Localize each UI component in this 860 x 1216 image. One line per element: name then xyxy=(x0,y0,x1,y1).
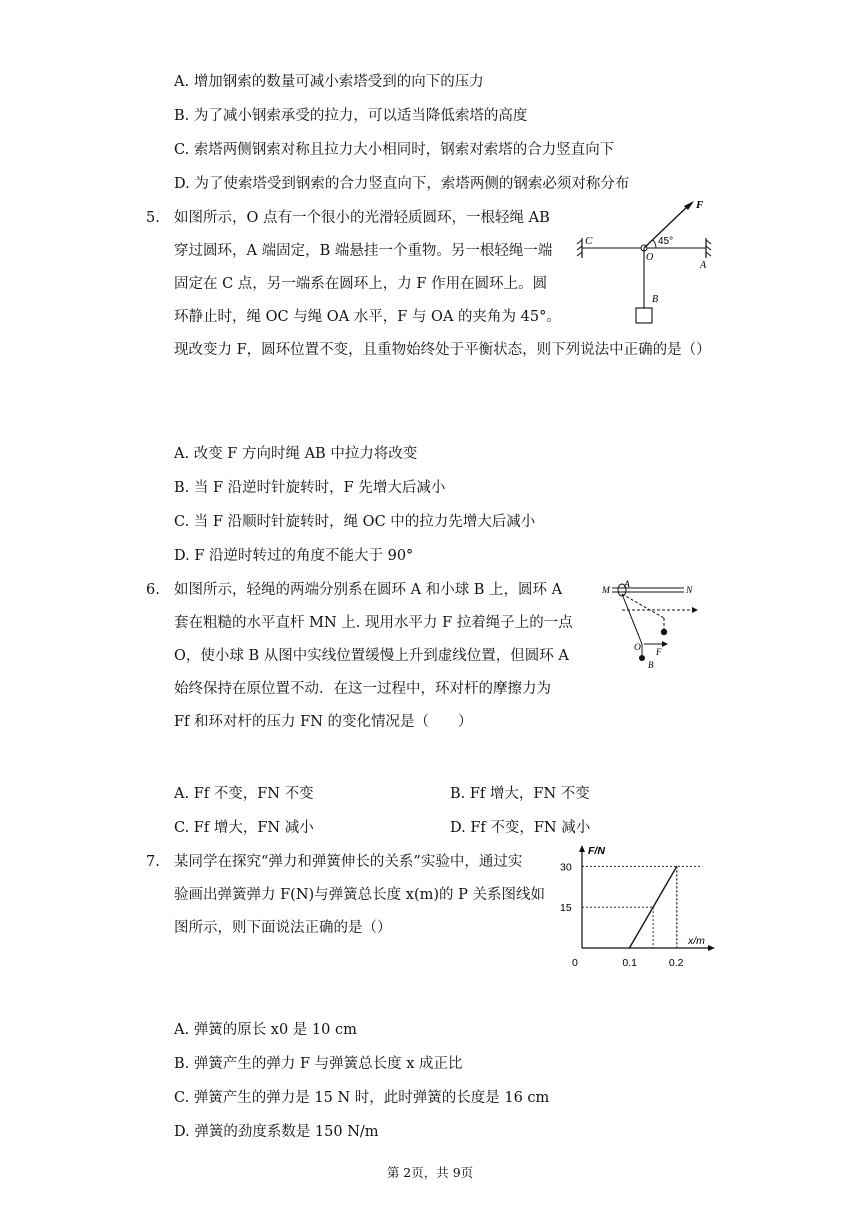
q7-chart-x-tick-0: 0 xyxy=(572,957,578,969)
q6-label-n: N xyxy=(686,586,693,596)
q7-chart-y-tick: 30 xyxy=(560,861,572,874)
q6-label-f: F xyxy=(656,647,662,657)
q7-chart-ylabel: F/N xyxy=(588,845,605,857)
q7-number: 7. xyxy=(146,854,160,870)
q6-number: 6. xyxy=(146,582,160,598)
q5-text-line: 如图所示，O 点有一个很小的光滑轻质圆环，一根轻绳 AB xyxy=(174,210,550,226)
q7-option-b: B. 弹簧产生的弹力 F 与弹簧总长度 x 成正比 xyxy=(174,1056,463,1072)
q7-chart-x-tick: 0.2 xyxy=(668,957,684,969)
q5-number: 5. xyxy=(146,210,160,226)
q7-option-a: A. 弹簧的原长 x0 是 10 cm xyxy=(174,1022,357,1038)
q5-text-line: 固定在 C 点，另一端系在圆环上，力 F 作用在圆环上。圆 xyxy=(174,276,548,292)
q6-text-line: 套在粗糙的水平直杆 MN 上. 现用水平力 F 拉着绳子上的一点 xyxy=(174,615,573,631)
q6-option-a: A. Ff 不变，FN 不变 xyxy=(174,786,314,802)
q7-chart-y-arrow xyxy=(579,845,585,852)
q7-option-c: C. 弹簧产生的弹力是 15 N 时，此时弹簧的长度是 16 cm xyxy=(174,1090,550,1106)
q6-figure xyxy=(598,580,712,672)
q4-option-d: D. 为了使索塔受到钢索的合力竖直向下，索塔两侧的钢索必须对称分布 xyxy=(174,176,630,192)
q7-chart-xlabel: x/m xyxy=(688,935,705,947)
q6-label-a: A xyxy=(624,580,630,590)
q6-option-c: C. Ff 增大，FN 减小 xyxy=(174,820,314,836)
q4-option-c: C. 索塔两侧钢索对称且拉力大小相同时，钢索对索塔的合力竖直向下 xyxy=(174,142,615,158)
q6-label-m: M xyxy=(602,586,610,596)
q6-label-o: O xyxy=(634,643,641,653)
q6-label-b: B xyxy=(648,660,654,670)
q4-option-a: A. 增加钢索的数量可减小索塔受到的向下的压力 xyxy=(174,74,484,90)
q5-text-line: 穿过圆环，A 端固定，B 端悬挂一个重物。另一根轻绳一端 xyxy=(174,243,553,259)
q7-chart-x-arrow xyxy=(708,945,715,951)
q7-chart-x-tick: 0.1 xyxy=(622,957,638,969)
q7-text-line: 某同学在探究“弹力和弹簧伸长的关系”实验中，通过实 xyxy=(174,854,523,870)
q6-text-line: 始终保持在原位置不动．在这一过程中，环对杆的摩擦力为 xyxy=(174,681,551,697)
q5-option-b: B. 当 F 沿逆时针旋转时，F 先增大后减小 xyxy=(174,480,446,496)
q7-option-d: D. 弹簧的劲度系数是 150 N/m xyxy=(174,1124,379,1140)
q5-label-c: C xyxy=(585,235,593,247)
q6-option-d: D. Ff 不变，FN 减小 xyxy=(450,820,591,836)
q7-text-line: 验画出弹簧弹力 F(N)与弹簧总长度 x(m)的 P 关系图线如 xyxy=(174,887,545,903)
q5-label-angle: 45° xyxy=(658,236,674,247)
q7-chart xyxy=(560,840,720,970)
q5-label-o: O xyxy=(646,252,654,263)
q5-option-a: A. 改变 F 方向时绳 AB 中拉力将改变 xyxy=(174,446,418,462)
q7-text-line: 图所示，则下面说法正确的是（） xyxy=(174,920,392,936)
q5-option-d: D. F 沿逆时转过的角度不能大于 90° xyxy=(174,548,414,564)
q6-text-line: O，使小球 B 从图中实线位置缓慢上升到虚线位置，但圆环 A xyxy=(174,648,569,664)
q6-text-line: Ff 和环对杆的压力 FN 的变化情况是（ ） xyxy=(174,714,473,730)
q6-text-line: 如图所示，轻绳的两端分别系在圆环 A 和小球 B 上，圆环 A xyxy=(174,582,563,598)
q5-label-a: A xyxy=(700,260,707,271)
page-footer: 第 2页，共 9页 xyxy=(386,1165,474,1180)
q5-text-line: 现改变力 F，圆环位置不变，且重物始终处于平衡状态，则下列说法中正确的是（） xyxy=(174,342,711,358)
q5-option-c: C. 当 F 沿顺时针旋转时，绳 OC 中的拉力先增大后减小 xyxy=(174,514,536,530)
q5-figure xyxy=(572,196,722,328)
q5-label-f: F xyxy=(696,199,704,211)
q7-chart-y-tick: 15 xyxy=(560,902,572,915)
q5-text-line: 环静止时，绳 OC 与绳 OA 水平，F 与 OA 的夹角为 45°。 xyxy=(174,309,561,325)
q6-option-b: B. Ff 增大，FN 不变 xyxy=(450,786,590,802)
q4-option-b: B. 为了减小钢索承受的拉力，可以适当降低索塔的高度 xyxy=(174,108,528,124)
q5-label-b: B xyxy=(652,294,659,305)
